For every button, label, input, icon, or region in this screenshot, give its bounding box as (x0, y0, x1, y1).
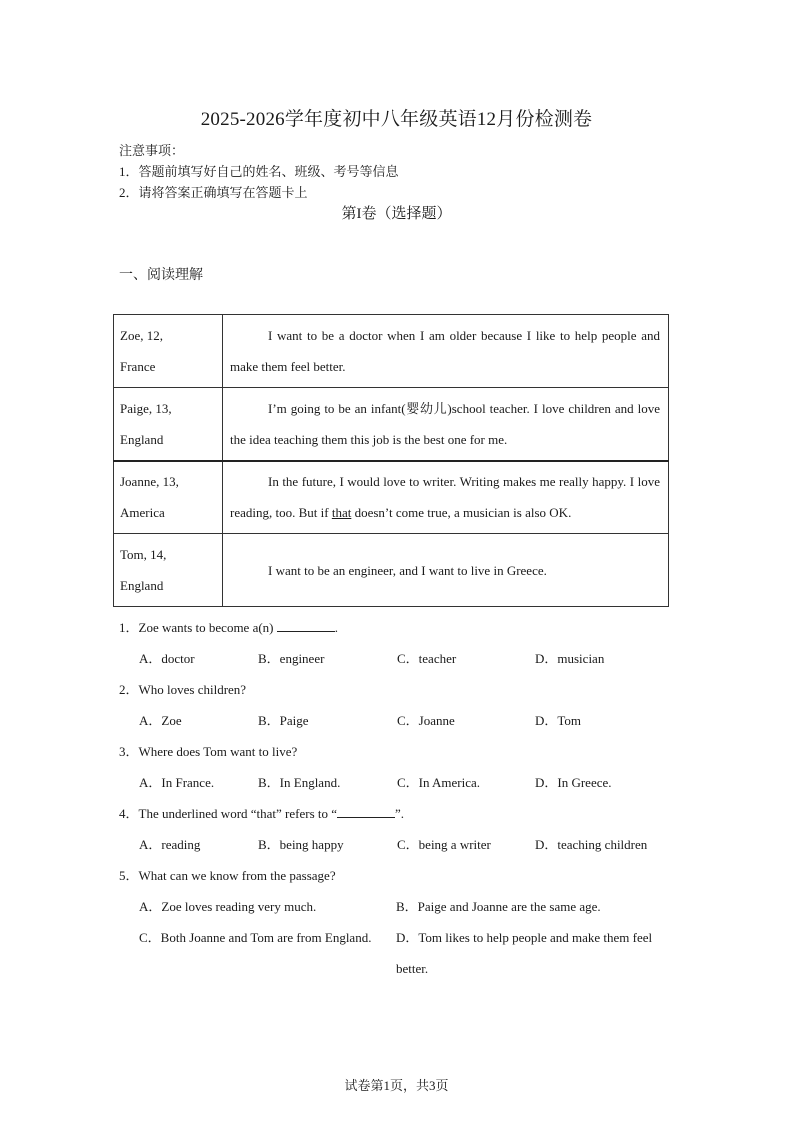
option-a[interactable]: A．doctor (139, 651, 195, 666)
notes-heading: 注意事项： (119, 143, 185, 158)
option-c[interactable]: C．teacher (397, 651, 457, 666)
option-a[interactable]: A．In France. (139, 775, 215, 790)
section-heading: 一、阅读理解 (119, 268, 203, 283)
option-b[interactable]: B．In England. (258, 775, 341, 790)
person-country: England (120, 578, 164, 593)
volume-heading: 第I卷（选择题） (341, 206, 452, 222)
options-row (119, 891, 679, 922)
exam-title: 2025-2026学年度初中八年级英语12月份检测卷 (200, 109, 593, 130)
options-row (119, 705, 679, 736)
passage-cell (223, 388, 669, 461)
option-c[interactable]: C．In America. (397, 775, 481, 790)
option-d[interactable]: D．teaching children (535, 837, 648, 852)
person-country: England (120, 431, 164, 447)
stem-text: ”. (395, 806, 405, 821)
person-name: Zoe, 12, (120, 328, 163, 343)
options-row (119, 829, 679, 860)
options-row (119, 922, 679, 984)
person-country: France (120, 359, 156, 374)
passage-text (230, 466, 660, 528)
stem-text: 4．The underlined word “that” refers to “ (119, 806, 338, 821)
question-stem: 5．What can we know from the passage? (119, 868, 336, 883)
option-b[interactable]: B．being happy (258, 837, 344, 852)
option-c[interactable]: C．Joanne (397, 713, 455, 728)
notes (119, 140, 399, 203)
option-a[interactable]: A．reading (139, 837, 201, 852)
passage-text: I want to be an engineer, and I want to live in Greece. (268, 562, 547, 578)
question-stem: 3．Where does Tom want to live? (119, 744, 298, 759)
option-b[interactable]: B．Paige and Joanne are the same age. (396, 899, 601, 914)
table-row (114, 534, 669, 607)
table-row (114, 388, 669, 461)
question-stem (119, 798, 679, 829)
option-d[interactable] (396, 922, 678, 984)
person-cell (114, 461, 223, 534)
stem-text: . (334, 620, 339, 635)
stem-text: 1．Zoe wants to become a(n) (119, 620, 277, 635)
person-country: America (120, 505, 165, 521)
table-row (114, 315, 669, 388)
option-c[interactable]: C．being a writer (397, 837, 491, 852)
answer-blank (337, 805, 395, 818)
passage-text: I want to be a doctor when I am older because I like to help people and make them feel better. (230, 328, 660, 374)
question-stem (119, 612, 679, 643)
note-item: 2．请将答案正确填写在答题卡上 (119, 185, 308, 200)
passage-cell (223, 461, 669, 534)
person-cell (114, 315, 223, 388)
option-d[interactable]: D．musician (535, 651, 605, 666)
person-name: Paige, 13, (120, 400, 172, 416)
option-c[interactable]: C．Both Joanne and Tom are from England. (139, 930, 372, 945)
page-footer: 试卷第1页，共3页 (344, 1078, 449, 1093)
question-stem: 2．Who loves children? (119, 682, 247, 697)
passage-cell (223, 534, 669, 607)
table-row (114, 461, 669, 534)
underlined-word: that (331, 505, 352, 521)
questions (119, 612, 679, 984)
option-a[interactable]: A．Zoe (139, 713, 182, 728)
option-b[interactable]: B．engineer (258, 651, 325, 666)
options-row (119, 767, 679, 798)
option-b[interactable]: B．Paige (258, 713, 309, 728)
person-cell (114, 534, 223, 607)
note-item: 1．答题前填写好自己的姓名、班级、考号等信息 (119, 164, 399, 179)
options-row (119, 643, 679, 674)
person-cell (114, 388, 223, 461)
option-a[interactable]: A．Zoe loves reading very much. (139, 899, 317, 914)
option-d[interactable]: D．Tom (535, 713, 582, 728)
person-name: Tom, 14, (120, 547, 167, 562)
person-name: Joanne, 13, (120, 474, 179, 490)
reading-table (113, 314, 669, 607)
passage-text-part: In the future, I would love to writer. Writing makes me really happy. I love reading, too. But if (230, 474, 660, 521)
option-d[interactable]: D．In Greece. (535, 775, 612, 790)
passage-text-part: doesn’t come true, a musician is also OK. (351, 505, 572, 521)
option-d-text: D．Tom likes to help people and make them feel better. (396, 930, 653, 976)
passage-text: I’m going to be an infant(婴幼儿)school teacher. I love children and love the idea teaching them this job is the best one for me. (230, 400, 660, 447)
answer-blank (277, 619, 335, 632)
passage-cell (223, 315, 669, 388)
